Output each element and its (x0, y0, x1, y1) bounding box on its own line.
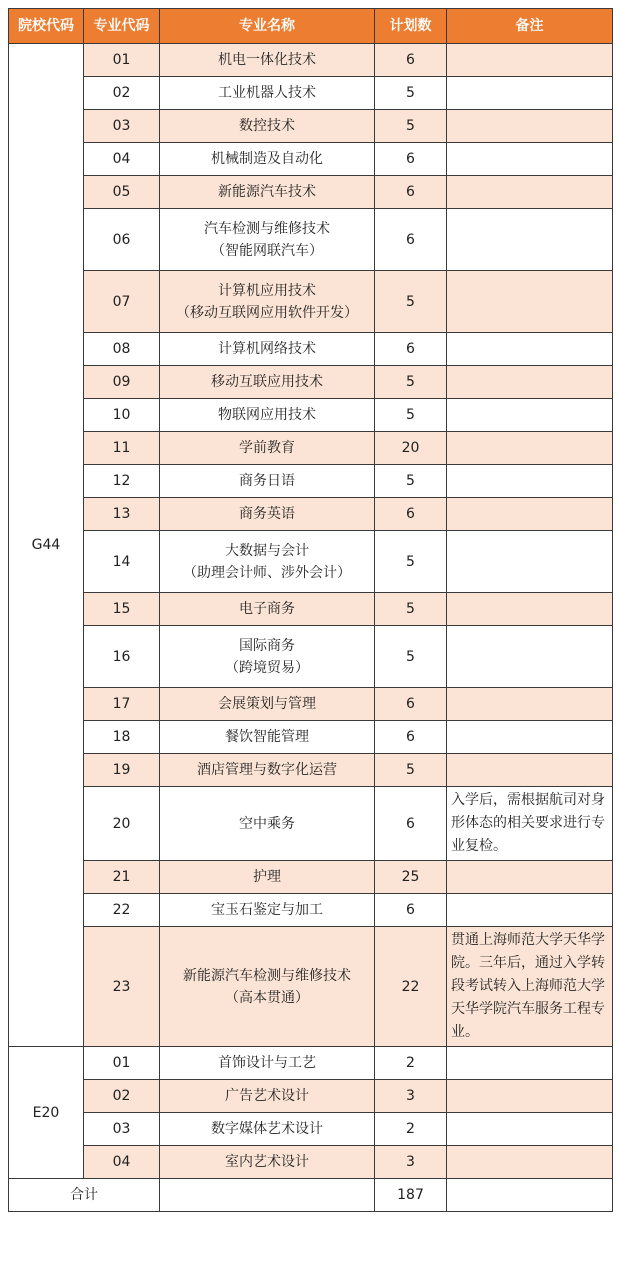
major-name-line: 计算机应用技术 (218, 282, 316, 299)
major-name-cell (160, 1080, 375, 1113)
major-name-cell (160, 432, 375, 465)
table-row (9, 787, 613, 861)
table-row (9, 861, 613, 894)
major-name-cell (160, 721, 375, 754)
major-name-subline: （跨境贸易） (225, 659, 309, 676)
major-name-cell (160, 626, 375, 688)
major-code-cell: 18 (84, 721, 160, 754)
major-name-cell (160, 209, 375, 271)
remarks-cell: 入学后，需根据航司对身形体态的相关要求进行专业复检。 (447, 787, 613, 861)
remarks-cell (447, 209, 613, 271)
major-name-cell (160, 531, 375, 593)
major-name-cell (160, 498, 375, 531)
remarks-cell (447, 44, 613, 77)
table-row (9, 688, 613, 721)
major-code-cell: 21 (84, 861, 160, 894)
plan-count-cell: 3 (375, 1080, 447, 1113)
plan-count-cell: 6 (375, 894, 447, 927)
major-name-cell (160, 44, 375, 77)
remarks-cell (447, 1047, 613, 1080)
major-name-line: 数控技术 (239, 118, 295, 134)
table-row (9, 593, 613, 626)
major-code-cell: 02 (84, 1080, 160, 1113)
major-name-cell (160, 927, 375, 1047)
major-name-line: 机械制造及自动化 (211, 151, 323, 167)
header-major-name: 专业名称 (160, 9, 375, 44)
major-code-cell: 01 (84, 44, 160, 77)
major-name-line: 新能源汽车检测与维修技术 (183, 967, 351, 984)
major-code-cell: 09 (84, 366, 160, 399)
enrollment-plan-table (8, 8, 613, 1212)
table-row (9, 894, 613, 927)
plan-count-cell: 6 (375, 44, 447, 77)
table-row (9, 1047, 613, 1080)
major-name-cell (160, 1113, 375, 1146)
table-row (9, 209, 613, 271)
major-name-line: 大数据与会计 (225, 542, 309, 559)
total-label: 合计 (9, 1179, 160, 1212)
header-school-code: 院校代码 (9, 9, 84, 44)
major-name-line: 学前教育 (239, 440, 295, 456)
remarks-cell (447, 465, 613, 498)
table-row (9, 143, 613, 176)
remarks-cell (447, 894, 613, 927)
major-code-cell: 14 (84, 531, 160, 593)
remarks-cell (447, 366, 613, 399)
major-name-cell (160, 77, 375, 110)
major-name-line: 广告艺术设计 (225, 1088, 309, 1104)
remarks-cell (447, 1113, 613, 1146)
table-row (9, 1146, 613, 1179)
plan-count-cell: 5 (375, 366, 447, 399)
table-row (9, 271, 613, 333)
remarks-cell: 贯通上海师范大学天华学院。三年后，通过入学转段考试转入上海师范大学天华学院汽车服务工程专业。 (447, 927, 613, 1047)
major-code-cell: 13 (84, 498, 160, 531)
plan-count-cell: 3 (375, 1146, 447, 1179)
major-name-cell (160, 1146, 375, 1179)
major-name-cell (160, 271, 375, 333)
table-row (9, 110, 613, 143)
remarks-cell (447, 1146, 613, 1179)
major-name-line: 餐饮智能管理 (225, 729, 309, 745)
table-row (9, 176, 613, 209)
major-code-cell: 07 (84, 271, 160, 333)
remarks-cell (447, 143, 613, 176)
header-plan-count: 计划数 (375, 9, 447, 44)
major-name-line: 商务英语 (239, 506, 295, 522)
major-name-line: 国际商务 (239, 637, 295, 654)
major-code-cell: 05 (84, 176, 160, 209)
remarks-cell (447, 333, 613, 366)
remarks-cell (447, 498, 613, 531)
table-row (9, 1080, 613, 1113)
major-code-cell: 17 (84, 688, 160, 721)
major-code-cell: 23 (84, 927, 160, 1047)
major-name-cell (160, 333, 375, 366)
plan-count-cell: 6 (375, 688, 447, 721)
header-remarks: 备注 (447, 9, 613, 44)
major-code-cell: 04 (84, 143, 160, 176)
major-name-line: 物联网应用技术 (218, 407, 316, 423)
plan-count-cell: 5 (375, 271, 447, 333)
remarks-cell (447, 861, 613, 894)
major-name-cell (160, 176, 375, 209)
major-code-cell: 10 (84, 399, 160, 432)
major-code-cell: 06 (84, 209, 160, 271)
major-code-cell: 22 (84, 894, 160, 927)
total-empty-cell (160, 1179, 375, 1212)
table-row (9, 1113, 613, 1146)
plan-count-cell: 5 (375, 465, 447, 498)
major-name-subline: （移动互联网应用软件开发） (176, 304, 358, 321)
remarks-cell (447, 176, 613, 209)
major-code-cell: 20 (84, 787, 160, 861)
major-name-line: 计算机网络技术 (218, 341, 316, 357)
major-name-line: 商务日语 (239, 473, 295, 489)
table-row (9, 432, 613, 465)
remarks-cell (447, 531, 613, 593)
plan-count-cell: 6 (375, 143, 447, 176)
plan-count-cell: 6 (375, 721, 447, 754)
remarks-cell (447, 721, 613, 754)
major-name-line: 工业机器人技术 (218, 85, 316, 101)
table-body (9, 44, 613, 1212)
table-row (9, 721, 613, 754)
major-code-cell: 15 (84, 593, 160, 626)
table-row (9, 44, 613, 77)
major-name-line: 会展策划与管理 (218, 696, 316, 712)
major-name-line: 首饰设计与工艺 (218, 1055, 316, 1071)
remarks-cell (447, 626, 613, 688)
major-name-line: 新能源汽车技术 (218, 184, 316, 200)
plan-count-cell: 6 (375, 209, 447, 271)
table-row (9, 498, 613, 531)
total-remarks-cell (447, 1179, 613, 1212)
plan-count-cell: 25 (375, 861, 447, 894)
major-code-cell: 02 (84, 77, 160, 110)
major-code-cell: 16 (84, 626, 160, 688)
plan-count-cell: 2 (375, 1047, 447, 1080)
plan-count-cell: 5 (375, 531, 447, 593)
remarks-cell (447, 399, 613, 432)
remarks-cell (447, 271, 613, 333)
major-name-cell (160, 465, 375, 498)
major-name-cell (160, 399, 375, 432)
total-plan-count: 187 (375, 1179, 447, 1212)
major-name-cell (160, 754, 375, 787)
major-name-line: 移动互联应用技术 (211, 374, 323, 390)
remarks-cell (447, 77, 613, 110)
major-code-cell: 12 (84, 465, 160, 498)
table-row (9, 77, 613, 110)
plan-count-cell: 6 (375, 176, 447, 209)
major-code-cell: 03 (84, 1113, 160, 1146)
plan-count-cell: 5 (375, 77, 447, 110)
remarks-cell (447, 1080, 613, 1113)
major-name-cell (160, 688, 375, 721)
major-name-line: 汽车检测与维修技术 (204, 220, 330, 237)
major-name-line: 电子商务 (239, 601, 295, 617)
major-name-line: 酒店管理与数字化运营 (197, 762, 337, 778)
remarks-cell (447, 593, 613, 626)
major-name-line: 数字媒体艺术设计 (211, 1121, 323, 1137)
school-code-cell: G44 (9, 44, 84, 1047)
table-row (9, 465, 613, 498)
major-name-line: 护理 (253, 869, 281, 885)
major-name-cell (160, 1047, 375, 1080)
major-name-line: 室内艺术设计 (225, 1154, 309, 1170)
major-code-cell: 11 (84, 432, 160, 465)
major-name-line: 宝玉石鉴定与加工 (211, 902, 323, 918)
major-name-cell (160, 110, 375, 143)
table-row (9, 626, 613, 688)
remarks-cell (447, 688, 613, 721)
total-row (9, 1179, 613, 1212)
plan-count-cell: 5 (375, 754, 447, 787)
plan-count-cell: 20 (375, 432, 447, 465)
table-row (9, 927, 613, 1047)
table-row (9, 531, 613, 593)
remarks-cell (447, 110, 613, 143)
major-code-cell: 19 (84, 754, 160, 787)
remarks-cell (447, 754, 613, 787)
major-code-cell: 08 (84, 333, 160, 366)
remarks-cell (447, 432, 613, 465)
major-name-line: 空中乘务 (239, 815, 295, 832)
plan-count-cell: 6 (375, 333, 447, 366)
table-row (9, 754, 613, 787)
table-row (9, 333, 613, 366)
major-name-subline: （智能网联汽车） (211, 242, 323, 259)
plan-count-cell: 6 (375, 498, 447, 531)
major-name-subline: （助理会计师、涉外会计） (183, 564, 351, 581)
plan-count-cell: 22 (375, 927, 447, 1047)
plan-count-cell: 2 (375, 1113, 447, 1146)
school-code-cell: E20 (9, 1047, 84, 1179)
plan-count-cell: 5 (375, 110, 447, 143)
plan-count-cell: 5 (375, 593, 447, 626)
major-name-cell (160, 366, 375, 399)
major-name-cell (160, 861, 375, 894)
major-name-cell (160, 787, 375, 861)
major-name-line: 机电一体化技术 (218, 52, 316, 68)
plan-count-cell: 5 (375, 626, 447, 688)
major-code-cell: 03 (84, 110, 160, 143)
major-name-cell (160, 593, 375, 626)
header-row (9, 9, 613, 44)
major-code-cell: 01 (84, 1047, 160, 1080)
major-name-cell (160, 143, 375, 176)
table-row (9, 399, 613, 432)
plan-count-cell: 5 (375, 399, 447, 432)
plan-count-cell: 6 (375, 787, 447, 861)
major-name-cell (160, 894, 375, 927)
major-code-cell: 04 (84, 1146, 160, 1179)
header-major-code: 专业代码 (84, 9, 160, 44)
table-row (9, 366, 613, 399)
major-name-subline: （高本贯通） (225, 989, 309, 1006)
